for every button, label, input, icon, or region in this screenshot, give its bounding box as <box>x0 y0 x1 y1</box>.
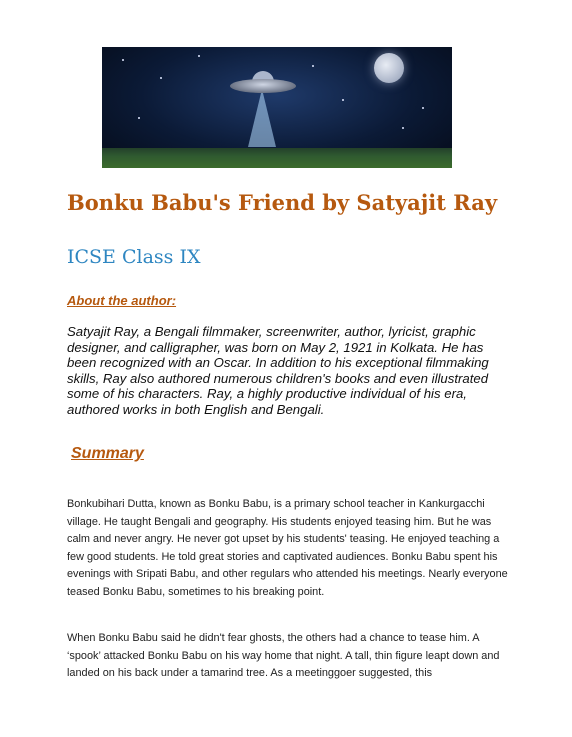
star-icon <box>122 59 124 61</box>
summary-paragraph: When Bonku Babu said he didn't fear ghosts, the others had a chance to tease him. A ‘spook’ attacked Bonku Babu on his way home that night. A tall, thin figure leapt down and landed on his back under a tamarind tree. As a meetinggoer suggested, this <box>67 632 500 680</box>
about-author-text: Satyajit Ray, a Bengali filmmaker, screenwriter, author, lyricist, graphic designer, and calligrapher, was born on May 2, 1921 in Kolkata. He has been recognized with an Oscar. In addition to his exceptional filmmaking skills, Ray also authored numerous children's books and even illustrated some of his characters. Ray, a highly productive individual of his era, authored works in both English and Bengali. <box>67 324 489 417</box>
light-beam <box>248 89 276 147</box>
hero-image <box>102 47 452 168</box>
star-icon <box>160 77 162 79</box>
star-icon <box>402 127 404 129</box>
moon-icon <box>374 53 404 83</box>
page-title: Bonku Babu's Friend by Satyajit Ray <box>67 190 498 215</box>
star-icon <box>342 99 344 101</box>
star-icon <box>198 55 200 57</box>
star-icon <box>312 65 314 67</box>
page-subtitle: ICSE Class IX <box>67 246 201 268</box>
summary-heading: Summary <box>71 445 144 462</box>
ufo-icon <box>230 79 296 93</box>
star-icon <box>138 117 140 119</box>
about-author-heading: About the author: <box>67 293 177 308</box>
star-icon <box>422 107 424 109</box>
ground <box>102 148 452 168</box>
summary-paragraph: Bonkubihari Dutta, known as Bonku Babu, is a primary school teacher in Kankurgacchi village. He taught Bengali and geography. His students enjoyed teasing him. But he was calm and never angry. He never got upset by his students' teasing. He enjoyed teaching a few good students. He told great stories and captivated audiences. Bonku Babu spent his evenings with Sripati Babu, and other regulars who attended his meetings. Nearly everyone teased Bonku Babu, sometimes to his breaking point. <box>67 498 508 598</box>
